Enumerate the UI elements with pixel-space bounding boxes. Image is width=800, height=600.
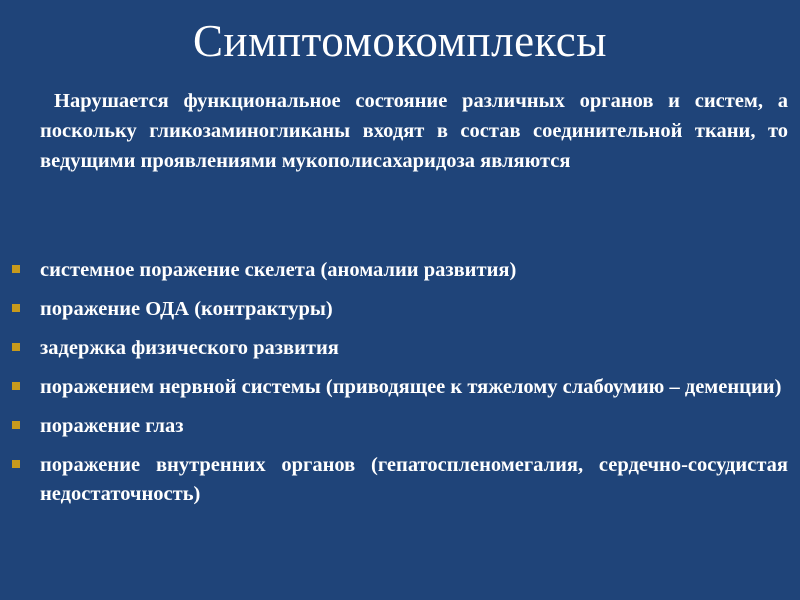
square-bullet-icon <box>12 265 20 273</box>
square-bullet-icon <box>12 460 20 468</box>
list-item-text: поражение внутренних органов (гепатоспленомегалия, сердечно-сосудистая недостаточность) <box>40 454 788 505</box>
square-bullet-icon <box>12 304 20 312</box>
list-item <box>12 295 788 324</box>
list-item-text: поражение ОДА (контрактуры) <box>40 298 333 320</box>
symptom-list <box>12 256 788 519</box>
list-item-text: поражение глаз <box>40 415 184 437</box>
list-item-text: системное поражение скелета (аномалии развития) <box>40 259 517 281</box>
list-item <box>12 256 788 285</box>
slide-title: Симптомокомплексы <box>192 16 607 66</box>
list-item <box>12 412 788 441</box>
list-item-text: поражением нервной системы (приводящее к тяжелому слабоумию – деменции) <box>40 376 782 398</box>
intro-paragraph: Нарушается функциональное состояние различных органов и систем, а поскольку гликозаминогликаны входят в состав соединительной ткани, то ведущими проявлениями мукополисахаридоза являются <box>40 90 788 172</box>
list-item <box>12 334 788 363</box>
list-item-text: задержка физического развития <box>40 337 339 359</box>
square-bullet-icon <box>12 382 20 390</box>
list-item <box>12 451 788 509</box>
list-item <box>12 373 788 402</box>
square-bullet-icon <box>12 421 20 429</box>
square-bullet-icon <box>12 343 20 351</box>
